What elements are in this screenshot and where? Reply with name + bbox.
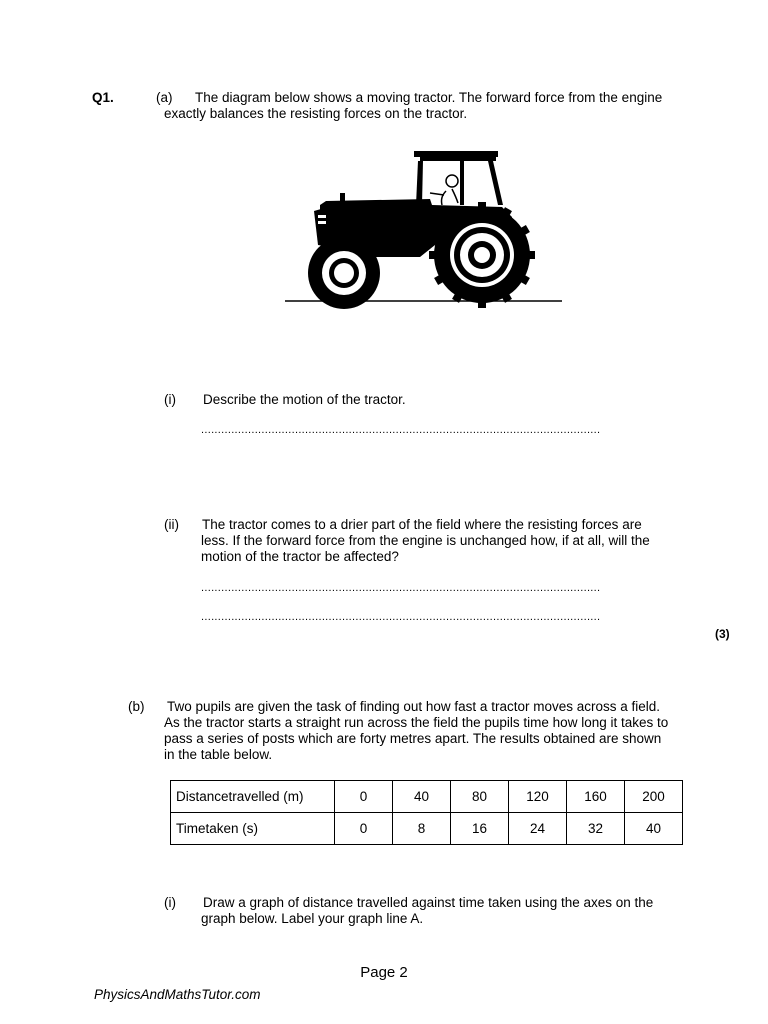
part-b-line4: in the table below. bbox=[164, 747, 273, 762]
sub-b-i-line1: Draw a graph of distance travelled against time taken using the axes on the bbox=[203, 895, 654, 910]
answer-line[interactable]: ....................................................................................................................... bbox=[201, 611, 601, 623]
question-number: Q1. bbox=[92, 90, 114, 105]
table-cell: 0 bbox=[335, 781, 393, 813]
page-number: Page 2 bbox=[360, 964, 408, 981]
sub-i-text: Describe the motion of the tractor. bbox=[203, 392, 406, 407]
part-b-label: (b) bbox=[128, 699, 145, 714]
table-cell: 8 bbox=[393, 813, 451, 845]
front-wheel bbox=[308, 237, 380, 309]
driver-figure bbox=[430, 175, 458, 205]
table-cell: 24 bbox=[509, 813, 567, 845]
table-cell: 200 bbox=[625, 781, 683, 813]
site-footer: PhysicsAndMathsTutor.com bbox=[94, 987, 261, 1002]
part-a-line1: The diagram below shows a moving tractor. The forward force from the engine bbox=[195, 90, 663, 105]
sub-i-label: (i) bbox=[164, 392, 176, 407]
sub-ii-line3: motion of the tractor be affected? bbox=[201, 549, 399, 564]
table-cell: 120 bbox=[509, 781, 567, 813]
part-b-line1: Two pupils are given the task of finding out how fast a tractor moves across a field. bbox=[167, 699, 661, 714]
answer-line[interactable]: ....................................................................................................................... bbox=[201, 424, 601, 436]
sub-ii-line2: less. If the forward force from the engine is unchanged how, if at all, will the bbox=[201, 533, 650, 548]
table-row bbox=[171, 813, 683, 845]
sub-b-i-line2: graph below. Label your graph line A. bbox=[201, 911, 424, 926]
part-b-line3: pass a series of posts which are forty metres apart. The results obtained are shown bbox=[164, 731, 662, 746]
part-a-label: (a) bbox=[156, 90, 173, 105]
distance-header: Distancetravelled (m) bbox=[171, 781, 335, 813]
marks-label: (3) bbox=[715, 627, 730, 641]
time-header: Timetaken (s) bbox=[171, 813, 335, 845]
table-cell: 40 bbox=[625, 813, 683, 845]
table-cell: 160 bbox=[567, 781, 625, 813]
answer-line[interactable]: ....................................................................................................................... bbox=[201, 582, 601, 594]
sub-b-i-label: (i) bbox=[164, 895, 176, 910]
table-cell: 32 bbox=[567, 813, 625, 845]
results-table bbox=[170, 780, 683, 845]
part-a-line2: exactly balances the resisting forces on the tractor. bbox=[164, 106, 468, 121]
table-cell: 16 bbox=[451, 813, 509, 845]
table-cell: 0 bbox=[335, 813, 393, 845]
table-cell: 40 bbox=[393, 781, 451, 813]
part-b-line2: As the tractor starts a straight run across the field the pupils time how long it takes to bbox=[164, 715, 669, 730]
cab-roof bbox=[414, 151, 498, 157]
sub-ii-line1: The tractor comes to a drier part of the field where the resisting forces are bbox=[202, 517, 642, 532]
table-cell: 80 bbox=[451, 781, 509, 813]
sub-ii-label: (ii) bbox=[164, 517, 179, 532]
table-row bbox=[171, 781, 683, 813]
tractor-diagram bbox=[280, 145, 570, 310]
